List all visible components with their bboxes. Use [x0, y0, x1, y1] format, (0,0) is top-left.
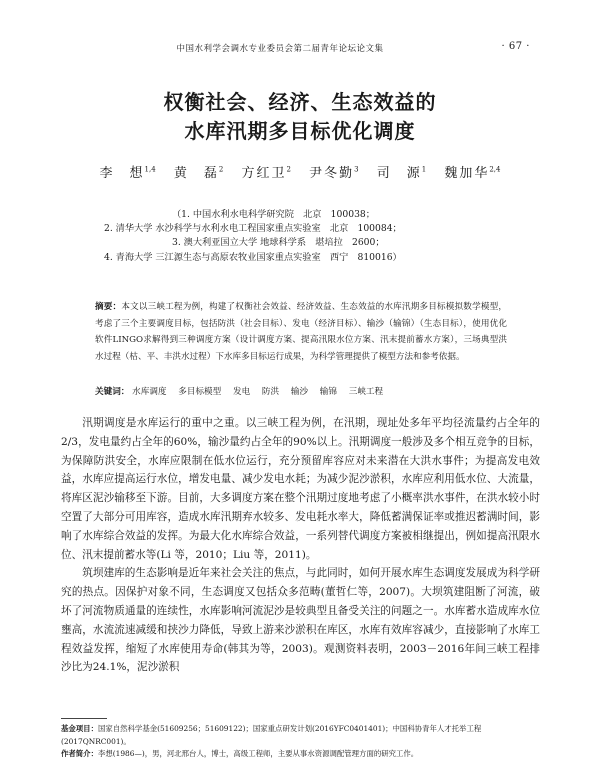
author: 魏加华$^{2,4}$	[444, 165, 501, 181]
body-text	[61, 414, 540, 677]
keyword: 输锦	[319, 387, 337, 397]
funding-note	[61, 723, 540, 748]
body-paragraph: 汛期调度是水库运行的重中之重。以三峡工程为例，在汛期，现址处多年平均径流量约占全年的2/3，发电量约占全年的60%，输沙量约占全年的90%以上。汛期调度一般涉及多个相互竞争的目标，为保障防洪安全，水库应限制在低水位运行，充分预留库容应对未来潜在大洪水事件；为提高发电效益，水库应提高运行水位，增发电量、减少发电水耗；为减少泥沙淤积，水库应利用低水位、大流量，将库区泥沙输移至下游。目前，大多调度方案在整个汛期过度地考虑了小概率洪水事件，在洪水较小时空置了大部分可用库容，造成水库汛期弃水较多、发电耗水率大，降低蓄满保证率或推迟蓄满时间，影响了水库综合效益的发挥。为最大化水库综合效益，一系列替代调度方案被相继提出，例如提高汛限水位、汛末提前蓄水等(Li 等，2010；Liu 等，2011)。	[61, 417, 540, 561]
page-number: · 67 ·	[501, 41, 530, 52]
author: 黄 磊$^2$	[173, 165, 224, 181]
footnotes	[61, 723, 540, 761]
affiliation: （1. 中国水利水电科学研究院 北京 100038；	[172, 209, 375, 220]
funding-text: 国家自然科学基金(51609256；51609122)；国家重点研发计划(2016YFC0401401)；中国科协青年人才托举工程(2017QNRC001)。	[61, 724, 482, 746]
keywords-label: 关键词：	[95, 387, 130, 397]
keyword: 多目标模型	[178, 387, 222, 397]
footnote-divider	[61, 718, 107, 719]
keywords	[95, 385, 507, 399]
author: 司 源$^1$	[376, 165, 427, 181]
author-bio-text: 李想(1986—)，男，河北邢台人，博士，高级工程师，主要从事水资源调配管理方面的研究工作。	[97, 749, 419, 758]
author-list	[40, 162, 560, 181]
running-header	[70, 40, 530, 56]
keyword: 防洪	[261, 387, 280, 397]
affiliations	[90, 208, 530, 265]
affiliation: 4. 青海大学 三江源生态与高原农牧业国家重点实验室 西宁 810016）	[104, 251, 402, 263]
funding-label: 基金项目：	[61, 724, 98, 733]
journal-title: 中国水利学会调水专业委员会第二届青年论坛论文集	[176, 44, 384, 54]
author: 尹冬勤$^3$	[309, 165, 359, 181]
abstract	[95, 299, 507, 365]
title-line-1: 权衡社会、经济、生态效益的	[163, 90, 437, 114]
body-paragraph: 筑坝建库的生态影响是近年来社会关注的焦点，与此同时，如何开展水库生态调度发展成为科学研究的热点。因保护对象不同，生态调度又包括众多范畴(董哲仁等，2007)。大坝筑建阻断了河流，破坏了河流物质通量的连续性，水库影响河流泥沙是较典型且备受关注的问题之一。水库蓄水造成库水位壅高，水流流速减缓和挟沙力降低，导致上游来沙淤积在库区，水库有效库容减少，直接影响了水库工程效益发挥，缩短了水库使用寿命(韩其为等，2003)。观测资料表明，2003－2016年间三峡工程排沙比为24.1%，泥沙淤积	[61, 567, 540, 674]
keyword: 发电	[232, 387, 251, 397]
title-line-2: 水库汛期多目标优化调度	[184, 119, 416, 143]
paper-title	[60, 88, 540, 146]
abstract-label: 摘要：	[95, 302, 122, 312]
affiliation: 2. 清华大学 水沙科学与水利水电工程国家重点实验室 北京 100084；	[104, 223, 402, 235]
abstract-text: 本文以三峡工程为例，构建了权衡社会效益、经济效益、生态效益的水库汛期多目标模拟数学模型，考虑了三个主要调度目标，包括防洪（社会目标）、发电（经济目标）、输沙（输锦）（生态目标），使用优化软件LINGO求解得到三种调度方案（设计调度方案、提高汛限水位方案、汛末提前蓄水方案），三场典型洪水过程（枯、平、丰洪水过程）下水库多目标运行成果，为科学管理提供了模型方法和参考依据。	[95, 302, 507, 362]
affiliation: 3. 澳大利亚国立大学 地球科学系 堪培拉 2600；	[172, 237, 385, 249]
keyword: 输沙	[290, 387, 309, 397]
author-bio-note	[61, 748, 540, 761]
keyword: 水库调度	[132, 387, 167, 397]
author: 方红卫$^2$	[241, 165, 291, 181]
author-bio-label: 作者简介：	[61, 749, 98, 758]
author: 李 想$^{1,4}$	[99, 165, 156, 181]
keyword: 三峡工程	[348, 387, 384, 397]
